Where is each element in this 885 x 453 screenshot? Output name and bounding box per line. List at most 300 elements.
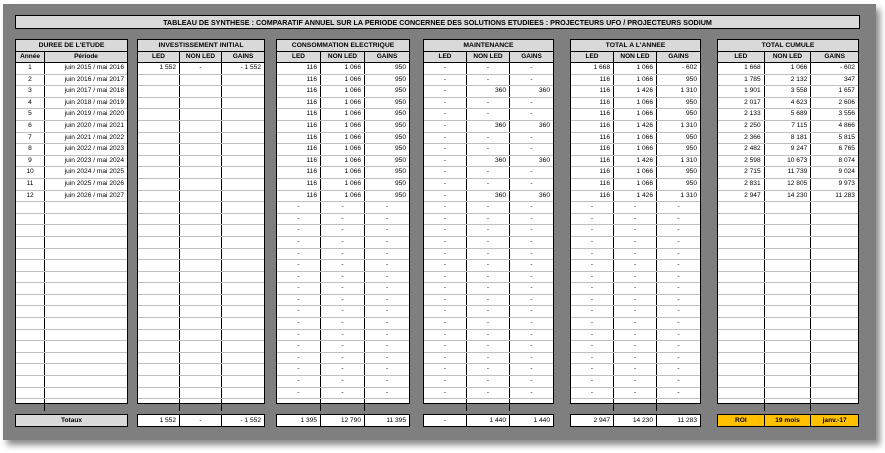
value-cell — [765, 330, 812, 341]
year-cell — [16, 330, 45, 341]
table-row — [424, 376, 553, 388]
value-cell — [138, 353, 180, 364]
table-row — [571, 75, 700, 87]
table-row — [718, 214, 858, 226]
table-row — [16, 144, 127, 156]
value-cell — [222, 225, 264, 236]
value-cell — [811, 249, 858, 260]
value-cell — [138, 214, 180, 225]
year-cell: 5 — [16, 109, 45, 120]
value-cell: 950 — [685, 168, 697, 176]
table-row — [718, 98, 858, 110]
value-cell: - — [424, 202, 467, 213]
value-cell: 360 — [538, 191, 550, 199]
value-cell: 2 366 — [718, 133, 765, 144]
value-cell: - — [530, 249, 533, 257]
table-row — [16, 133, 127, 145]
table-row — [16, 249, 127, 261]
table-row — [138, 353, 264, 365]
value-cell: - — [277, 376, 321, 387]
value-cell: - — [614, 214, 657, 225]
initial-investment-totals — [137, 414, 265, 427]
value-cell: 1 668 — [571, 63, 614, 74]
value-cell — [811, 376, 858, 387]
value-cell — [222, 318, 264, 329]
table-row — [277, 353, 409, 365]
value-cell — [180, 98, 222, 109]
value-cell: - — [614, 364, 657, 375]
value-cell: - — [424, 318, 467, 329]
table-row — [571, 63, 700, 75]
value-cell: 116 — [277, 86, 321, 97]
value-cell: - — [424, 364, 467, 375]
value-cell: 6 765 — [838, 145, 855, 153]
value-cell: - — [530, 377, 533, 385]
table-row — [277, 318, 409, 330]
value-cell — [718, 330, 765, 341]
table-row — [718, 63, 858, 75]
value-cell: - — [385, 388, 389, 396]
value-cell — [222, 191, 264, 202]
roi-cell: ROI — [718, 415, 765, 426]
value-cell: - — [530, 319, 533, 327]
value-cell: - — [424, 376, 467, 387]
value-cell: - — [424, 283, 467, 294]
table-row — [277, 399, 409, 411]
value-cell — [222, 98, 264, 109]
table-row — [138, 156, 264, 168]
value-cell: 1 066 — [321, 86, 365, 97]
value-cell: - — [614, 376, 657, 387]
table-row — [571, 388, 700, 400]
value-cell: 116 — [571, 75, 614, 86]
table-row — [138, 306, 264, 318]
table-row — [424, 214, 553, 226]
table-row — [424, 63, 553, 75]
value-cell: - — [321, 353, 365, 364]
table-row — [571, 330, 700, 342]
period-cell — [45, 306, 127, 317]
study-duration-header: DUREE DE L'ETUDE — [16, 40, 127, 52]
value-cell: - — [467, 341, 510, 352]
table-row — [571, 202, 700, 214]
roi-cell: janv.-17 — [822, 417, 847, 424]
column-header: GAINS — [668, 53, 689, 60]
table-row — [718, 364, 858, 376]
value-cell: - — [530, 179, 533, 187]
value-cell — [180, 249, 222, 260]
value-cell: - — [321, 237, 365, 248]
value-cell: - — [424, 306, 467, 317]
value-cell — [811, 318, 858, 329]
table-row — [718, 144, 858, 156]
table-row — [424, 86, 553, 98]
table-row — [277, 249, 409, 261]
value-cell: 116 — [277, 167, 321, 178]
value-cell — [811, 272, 858, 283]
value-cell: - — [677, 342, 680, 350]
value-cell — [765, 388, 812, 399]
value-cell: 1 657 — [838, 87, 855, 95]
value-cell: - — [677, 365, 680, 373]
value-cell — [180, 330, 222, 341]
value-cell: - — [467, 214, 510, 225]
initial-investment-table — [137, 39, 265, 404]
table-row — [718, 86, 858, 98]
value-cell: - — [277, 295, 321, 306]
period-cell — [45, 376, 127, 387]
value-cell — [765, 249, 812, 260]
value-cell: - — [424, 353, 467, 364]
value-cell — [180, 144, 222, 155]
value-cell: - — [530, 133, 533, 141]
total-cell: 11 395 — [386, 417, 406, 424]
value-cell — [138, 330, 180, 341]
period-cell: juin 2017 / mai 2018 — [64, 87, 124, 95]
value-cell — [180, 86, 222, 97]
table-row — [424, 399, 553, 411]
value-cell: - — [571, 318, 614, 329]
column-header: GAINS — [376, 53, 398, 60]
table-row — [424, 272, 553, 284]
value-cell: 950 — [394, 145, 406, 153]
value-cell — [718, 237, 765, 248]
value-cell: 1 066 — [614, 63, 657, 74]
value-cell — [718, 214, 765, 225]
table-row — [424, 133, 553, 145]
value-cell: - — [677, 295, 680, 303]
value-cell: 9 973 — [838, 179, 855, 187]
table-row — [424, 75, 553, 87]
value-cell — [222, 144, 264, 155]
value-cell: - — [424, 86, 467, 97]
total-cell: 12 790 — [321, 415, 365, 426]
year-cell: 7 — [16, 133, 45, 144]
table-row — [571, 109, 700, 121]
value-cell: - — [385, 330, 389, 338]
value-cell: 1 552 — [138, 63, 180, 74]
value-cell: - — [467, 144, 510, 155]
period-cell — [45, 260, 127, 271]
value-cell — [180, 364, 222, 375]
period-cell: juin 2020 / mai 2021 — [64, 121, 124, 129]
year-cell: 6 — [16, 121, 45, 132]
column-header: NON LED — [614, 52, 657, 62]
table-row — [16, 202, 127, 214]
value-cell: - — [467, 260, 510, 271]
table-row — [571, 225, 700, 237]
annual-total-subheader — [571, 52, 700, 63]
table-row — [718, 225, 858, 237]
value-cell: - — [530, 237, 533, 245]
table-row — [16, 306, 127, 318]
value-cell: 1 066 — [321, 156, 365, 167]
value-cell: 2 606 — [838, 98, 855, 106]
year-cell — [16, 237, 45, 248]
table-row — [16, 191, 127, 203]
value-cell: 1 066 — [321, 179, 365, 190]
value-cell: - — [277, 225, 321, 236]
value-cell: 950 — [394, 110, 406, 118]
period-cell: juin 2023 / mai 2024 — [64, 156, 124, 164]
year-cell: 1 — [16, 63, 45, 74]
value-cell — [811, 353, 858, 364]
table-row — [277, 133, 409, 145]
table-row — [138, 341, 264, 353]
value-cell — [222, 283, 264, 294]
table-row — [718, 249, 858, 261]
table-row — [138, 364, 264, 376]
value-cell: - — [424, 388, 467, 399]
totals-label — [15, 414, 128, 427]
table-row — [277, 109, 409, 121]
value-cell: - — [571, 388, 614, 399]
table-row — [571, 144, 700, 156]
value-cell — [138, 98, 180, 109]
period-cell — [45, 225, 127, 236]
value-cell: - — [571, 295, 614, 306]
annual-total-header: TOTAL A L'ANNEE — [571, 40, 700, 52]
value-cell — [222, 364, 264, 375]
value-cell: - — [277, 330, 321, 341]
table-row — [138, 167, 264, 179]
value-cell: - — [530, 64, 533, 71]
value-cell — [765, 237, 812, 248]
value-cell — [222, 167, 264, 178]
value-cell: - — [677, 353, 680, 361]
value-cell: 116 — [571, 121, 614, 132]
value-cell: 1 066 — [321, 191, 365, 202]
value-cell: 1 066 — [614, 75, 657, 86]
value-cell — [765, 341, 812, 352]
value-cell: 2 947 — [718, 191, 765, 202]
period-cell: juin 2015 / mai 2016 — [64, 64, 124, 71]
value-cell — [180, 156, 222, 167]
value-cell: - — [571, 202, 614, 213]
total-cell: 2 947 — [571, 415, 614, 426]
total-cell: 1 552 — [138, 415, 180, 426]
value-cell — [222, 156, 264, 167]
value-cell: 1 066 — [765, 63, 812, 74]
year-cell — [16, 225, 45, 236]
value-cell — [765, 260, 812, 271]
value-cell — [718, 225, 765, 236]
table-row — [16, 388, 127, 400]
table-row — [718, 330, 858, 342]
value-cell: 1 066 — [321, 133, 365, 144]
value-cell: 1 066 — [321, 98, 365, 109]
value-cell: - — [614, 399, 657, 411]
column-header: GAINS — [521, 53, 542, 60]
value-cell: 116 — [571, 144, 614, 155]
table-row — [571, 167, 700, 179]
table-row — [277, 225, 409, 237]
value-cell: 116 — [277, 121, 321, 132]
value-cell: 1 066 — [614, 133, 657, 144]
value-cell: - — [614, 306, 657, 317]
value-cell: - — [530, 400, 533, 408]
value-cell: 1 426 — [614, 86, 657, 97]
value-cell — [138, 272, 180, 283]
value-cell: - — [424, 109, 467, 120]
value-cell: - — [530, 168, 533, 176]
value-cell: 360 — [467, 156, 510, 167]
value-cell: 1 668 — [718, 63, 765, 74]
value-cell: 5 689 — [765, 109, 812, 120]
value-cell: 950 — [685, 133, 697, 141]
value-cell: - — [321, 330, 365, 341]
value-cell: - — [424, 237, 467, 248]
value-cell: - — [321, 306, 365, 317]
value-cell: - — [467, 283, 510, 294]
value-cell: - — [467, 133, 510, 144]
value-cell: - — [530, 203, 533, 211]
year-cell — [16, 376, 45, 387]
value-cell: 950 — [685, 110, 697, 118]
value-cell — [222, 133, 264, 144]
total-cell: 1 440 — [533, 417, 550, 424]
value-cell: - — [385, 353, 389, 361]
table-row — [16, 341, 127, 353]
value-cell: 1 066 — [321, 109, 365, 120]
value-cell: - — [180, 63, 222, 74]
value-cell: 2 715 — [718, 167, 765, 178]
value-cell: 950 — [394, 64, 406, 71]
period-cell: juin 2018 / mai 2019 — [64, 98, 124, 106]
table-row — [571, 156, 700, 168]
value-cell: 360 — [538, 121, 550, 129]
value-cell — [138, 202, 180, 213]
table-row — [277, 388, 409, 400]
period-cell — [45, 388, 127, 399]
value-cell — [180, 202, 222, 213]
value-cell: - — [277, 306, 321, 317]
table-row — [277, 330, 409, 342]
value-cell: 1 066 — [321, 167, 365, 178]
table-row — [718, 260, 858, 272]
value-cell: 1 310 — [680, 156, 697, 164]
value-cell — [222, 109, 264, 120]
initial-investment-subheader — [138, 52, 264, 63]
value-cell: - — [677, 330, 680, 338]
column-header: NON LED — [180, 52, 222, 62]
value-cell: - — [321, 225, 365, 236]
year-cell: 9 — [16, 156, 45, 167]
table-row — [277, 306, 409, 318]
period-cell: juin 2025 / mai 2026 — [64, 179, 124, 187]
value-cell: 1 066 — [614, 98, 657, 109]
value-cell — [811, 237, 858, 248]
year-cell — [16, 399, 45, 411]
value-cell: 950 — [685, 145, 697, 153]
table-row — [138, 63, 264, 75]
table-row — [16, 364, 127, 376]
period-cell: juin 2021 / mai 2022 — [64, 133, 124, 141]
table-row — [718, 272, 858, 284]
value-cell: 1 426 — [614, 191, 657, 202]
value-cell: 116 — [571, 109, 614, 120]
value-cell: 950 — [685, 98, 697, 106]
total-cell: 1 395 — [277, 415, 321, 426]
value-cell — [718, 295, 765, 306]
table-row — [277, 121, 409, 133]
value-cell: 116 — [277, 144, 321, 155]
year-cell — [16, 295, 45, 306]
value-cell: - — [321, 341, 365, 352]
value-cell: 950 — [394, 168, 406, 176]
value-cell: 11 283 — [835, 191, 855, 199]
value-cell: 2 133 — [718, 109, 765, 120]
value-cell: - — [385, 342, 389, 350]
value-cell — [222, 388, 264, 399]
value-cell: 4 866 — [838, 121, 855, 129]
roi-row — [717, 414, 859, 427]
value-cell: - — [467, 364, 510, 375]
table-row — [424, 156, 553, 168]
value-cell — [718, 306, 765, 317]
value-cell: - — [277, 318, 321, 329]
table-row — [424, 179, 553, 191]
value-cell: - — [571, 364, 614, 375]
value-cell: - — [467, 202, 510, 213]
value-cell: - — [571, 341, 614, 352]
value-cell: - — [677, 400, 680, 408]
value-cell: 1 426 — [614, 121, 657, 132]
value-cell: - — [530, 388, 533, 396]
table-row — [16, 98, 127, 110]
value-cell: - — [571, 214, 614, 225]
value-cell: 950 — [394, 121, 406, 129]
year-cell — [16, 214, 45, 225]
table-row — [718, 179, 858, 191]
value-cell: 116 — [571, 98, 614, 109]
value-cell — [138, 86, 180, 97]
year-cell: 12 — [16, 191, 45, 202]
value-cell: - — [385, 319, 389, 327]
value-cell: - — [614, 283, 657, 294]
value-cell — [138, 167, 180, 178]
value-cell — [718, 341, 765, 352]
value-cell: - — [571, 272, 614, 283]
value-cell: 3 556 — [838, 110, 855, 118]
value-cell — [180, 341, 222, 352]
value-cell: - — [571, 376, 614, 387]
value-cell: - — [424, 399, 467, 411]
value-cell: - — [321, 249, 365, 260]
table-row — [16, 376, 127, 388]
table-row — [138, 214, 264, 226]
roi-cell: 19 mois — [765, 415, 812, 426]
value-cell: - — [321, 260, 365, 271]
value-cell: 1 066 — [614, 109, 657, 120]
table-row — [138, 260, 264, 272]
value-cell — [138, 225, 180, 236]
value-cell: - — [467, 75, 510, 86]
value-cell — [222, 214, 264, 225]
value-cell: - — [424, 225, 467, 236]
value-cell: - — [530, 214, 533, 222]
value-cell — [180, 191, 222, 202]
value-cell — [765, 295, 812, 306]
value-cell — [180, 260, 222, 271]
value-cell — [180, 306, 222, 317]
table-row — [424, 249, 553, 261]
value-cell: - — [571, 306, 614, 317]
column-header: NON LED — [321, 52, 365, 62]
value-cell: - — [530, 342, 533, 350]
value-cell — [138, 144, 180, 155]
value-cell: - — [467, 376, 510, 387]
